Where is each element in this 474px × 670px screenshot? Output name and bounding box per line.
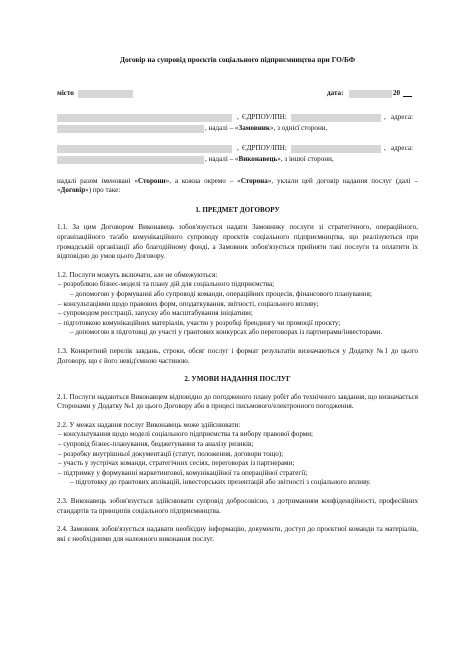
contract-page: [57, 55, 418, 544]
city-date-row: [57, 89, 418, 99]
list-item: – розробку внутрішньої документації (статут, положення, договори тощо);: [58, 449, 284, 458]
party1-address-label: адреса:: [391, 112, 413, 121]
clause-2-1: 2.1. Послуги надаються Виконавцем відповідно до погодженого плану робіт або технічного завдання, що визначається Сторонами у Додатку №1 до цього Договору або в процесі письмового/електронного погодження.: [57, 392, 418, 411]
list-item: – розроблюю бізнес-моделі та плану дій для соціального підприємства;: [58, 280, 275, 289]
clause-2-3: 2.3. Виконавець зобов'язується здійснювати супровід добросовісно, з дотриманням конфіденційності, професійних стандартів та принципів соціального підприємництва.: [57, 497, 418, 515]
party2-address-label: адреса:: [391, 143, 413, 152]
party1-name-field[interactable]: [57, 114, 232, 124]
party1-role: Замовник: [238, 123, 270, 132]
party1-address-field[interactable]: [57, 125, 204, 135]
year-prefix: 20: [393, 88, 401, 97]
party2-role: Виконавець: [238, 154, 278, 163]
party2-edrpou-field[interactable]: [291, 145, 381, 155]
list-item: – супровід бізнес-планування, бюджетування та аналізу ризиків;: [58, 440, 254, 449]
city-label: місто: [57, 88, 74, 97]
party2-role-line: , надалі – «Виконавець», з іншої сторони,: [205, 154, 334, 163]
clause-2-4: 2.4. Замовник зобов'язується надавати необхідну інформацію, документи, доступ до проєктної команди та матеріалів, які є необхідними для належного виконання послуг.: [57, 525, 418, 543]
document-title: Договір на супровід проєктів соціального підприємництва при ГО/БФ: [119, 55, 356, 64]
party1-edrpou-label: ЄДРПОУ/ІПН:: [242, 112, 287, 121]
list-item: – супроводом реєстрації, запуску або масштабування ініціативи;: [58, 309, 253, 318]
list-item: – допомогою в підготовці до участі у грантових конкурсах або переговорах із партнерами/інвесторами.: [70, 328, 383, 337]
party2-line2: [57, 155, 418, 165]
list-item: – підтримку у формуванні маркетингової, комунікаційної та операційної стратегії;: [58, 468, 308, 477]
list-item: – участь у зустрічах команди, стратегічних сесіях, переговорах із партнерами;: [58, 459, 295, 468]
date-field[interactable]: [349, 90, 392, 100]
date-label: дата:: [327, 88, 344, 97]
year-field[interactable]: [403, 89, 412, 101]
party2-edrpou-label: ЄДРПОУ/ІПН:: [242, 143, 287, 152]
party1-edrpou-field[interactable]: [291, 114, 381, 124]
clause-2-2-intro: 2.2. У межах надання послуг Виконавець може здійснювати:: [57, 420, 241, 429]
party2-line1: , ЄДРПОУ/ІПН: , адреса:: [57, 144, 418, 154]
list-item: – підготовку до грантових аплікацій, інвесторських презентацій або звітності з соціального впливу.: [70, 478, 371, 487]
list-item: – допомогою у формуванні або супроводі команди, операційних процесів, фінансового планування;: [70, 289, 372, 298]
party1-role-line: , надалі – «Замовник», з однієї сторони,: [205, 123, 328, 132]
list-item: – консультування щодо моделі соціального підприємства та вибору правової форми;: [58, 430, 314, 439]
list-item: – підготовкою комунікаційних матеріалів, участю у розробці брендингу чи промоції проєкту;: [58, 318, 341, 327]
clause-1-2-intro: 1.2. Послуги можуть включати, але не обмежуються:: [57, 270, 218, 279]
party1-line2: [57, 124, 418, 134]
section1-heading: 1. ПРЕДМЕТ ДОГОВОРУ: [195, 205, 280, 214]
clause-1-3: 1.3. Конкретний перелік завдань, строки, обсяг послуг і формат результатів визначаються у Додатку №1 до цього Договору, що є його невід'ємною частиною.: [57, 346, 418, 365]
list-item: – консультаціями щодо правових форм, оподаткування, звітності, соціального впливу;: [58, 299, 319, 308]
section2-heading: 2. УМОВИ НАДАННЯ ПОСЛУГ: [184, 375, 291, 384]
city-field[interactable]: [78, 90, 133, 100]
intro-paragraph: надалі разом іменовані «Сторони», а кожна окремо – «Сторона», уклали цей договір надання послуг (далі – «Договір») про таке:: [57, 176, 418, 195]
party2-address-field[interactable]: [57, 156, 204, 166]
party2-name-field[interactable]: [57, 145, 232, 155]
party1-line1: , ЄДРПОУ/ІПН: , адреса:: [57, 113, 418, 123]
clause-1-1: 1.1. За цим Договором Виконавець зобов'язується надати Замовнику послуги зі стратегічного, операційного, організаційного та/або комунікаційного супроводу проєктів соціального підприємництва, що реалізуються при громадській організації або благодійному фонді, а Замовник зобов'язується прийняти такі послуги та оплатити їх відповідно до умов цього Договору.: [57, 223, 418, 261]
